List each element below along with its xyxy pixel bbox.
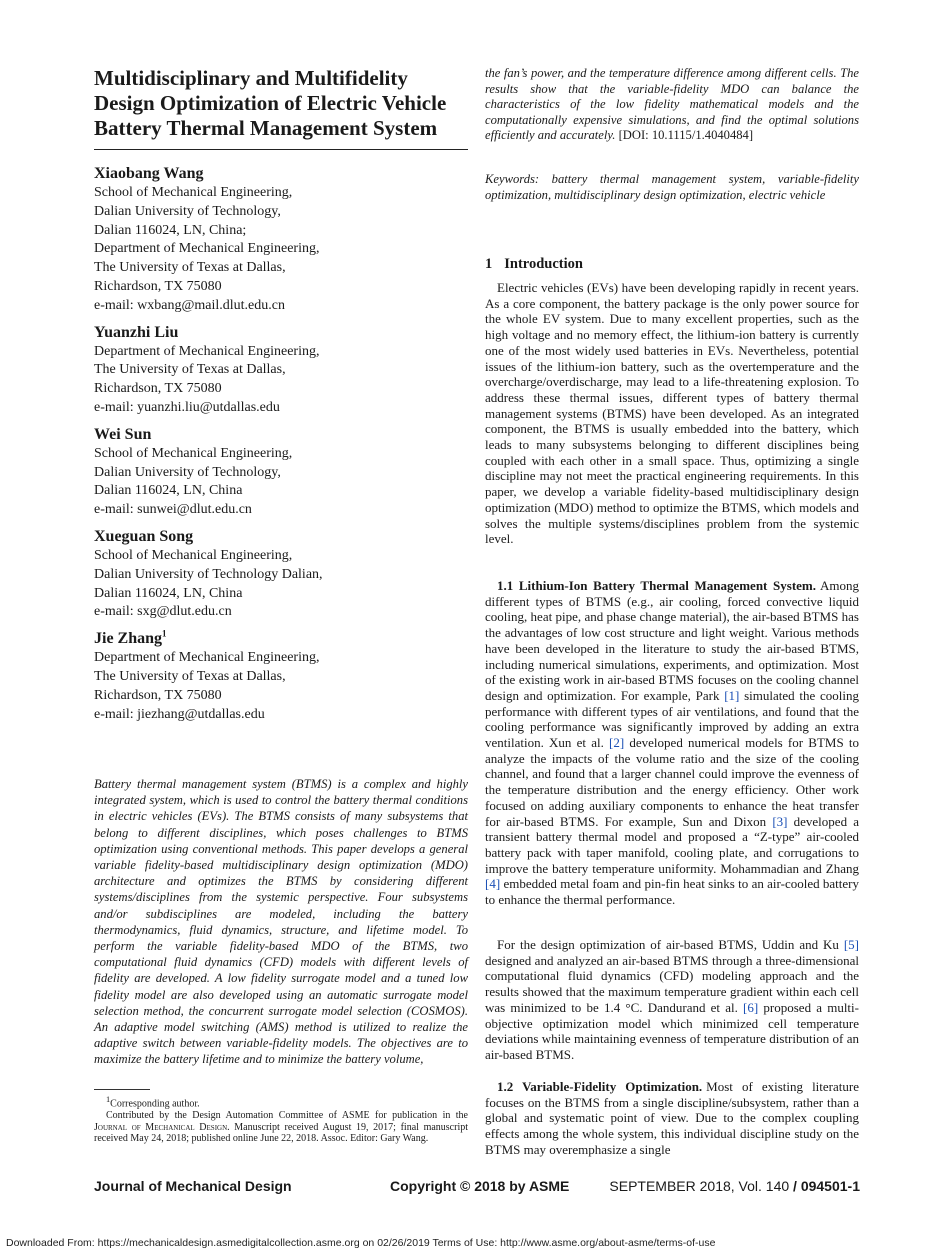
author-list [94, 164, 469, 731]
footer-journal: Journal of Mechanical Design [94, 1178, 292, 1194]
issue-text: SEPTEMBER 2018, Vol. 140 [609, 1178, 790, 1194]
body-text: simulated the cooling performance with different types of air ventilations, and found that the cooling performance was significantly improved by adding an extra ventilation. Xun et al. [485, 687, 860, 751]
author-block [94, 323, 469, 418]
affiliation-line: Dalian University of Technology Dalian, [94, 566, 323, 582]
body-text: Most of existing literature focuses on the BTMS from a single discipline/subsystem, rather than a global and systematic point of view. Due to the complex coupling effects among the whole system, this individual discipline study on the BTMS may overemphasize a single [485, 1079, 859, 1157]
footnote-contributed [94, 1110, 468, 1145]
doi-link[interactable]: [DOI: 10.1115/1.4040484] [618, 128, 754, 143]
subsection-heading: 1.1 Lithium-Ion Battery Thermal Management System. [497, 578, 816, 593]
author-block [94, 164, 469, 316]
journal-name: Journal of Mechanical Design [94, 1121, 228, 1133]
footer-issue [609, 1178, 860, 1194]
author-name: Wei Sun [94, 425, 152, 443]
section-1-2-paragraph [485, 1079, 859, 1158]
footnote-text: . Manuscript received August 19, 2017; final manuscript received May 24, 2018; published online June 22, 2018. Assoc. Editor: Gary Wang. [94, 1121, 468, 1145]
affiliation-line: Dalian 116024, LN, China; [94, 222, 247, 238]
footnote-text: Corresponding author. [110, 1098, 200, 1110]
download-notice: Downloaded From: https://mechanicaldesign.asmedigitalcollection.asme.org on 02/26/2019 Terms of Use: http://www.asme.org/about-asme/terms-of-use [6, 1237, 716, 1249]
body-text: embedded metal foam and pin-fin heat sinks to an air-cooled battery to enhance the thermal performance. [485, 876, 859, 908]
keywords: Keywords: battery thermal management system, variable-fidelity optimization, multidisciplinary design optimization, electric vehicle [485, 172, 859, 202]
intro-paragraph: Electric vehicles (EVs) have been developing rapidly in recent years. As a core component, the battery package is the only power source for the whole EV system. Due to many excellent properties, such as the high voltage and no memory effect, the lithium-ion battery is currently one of the most widely used batteries in EVs. Nevertheless, potential issues of the lithium-ion battery, such as the overtemperature and the overcharge/overdischarge, may lead to a life-threatening explosion. To address these thermal issues, different types of battery thermal management systems (BTMS) have been developed. As an integrated component, the BTMS is usually embedded into the battery, which leads to many subsystems belonging to different disciplines being coupled with each other in a small space. Thus, optimizing a single discipline may not meet the practical engineering requirements. In this paper, we develop a variable fidelity-based multidisciplinary design optimization (MDO) method to optimize the BTMS, which models and solves the multiple systems/disciplines problem from the systemic level. [485, 280, 859, 547]
affiliation-line: Department of Mechanical Engineering, [94, 241, 320, 257]
affiliation-line: The University of Texas at Dallas, [94, 668, 286, 684]
author-name [94, 629, 469, 649]
section-number: 1 [485, 256, 493, 272]
footer-separator: / [789, 1178, 801, 1194]
footnote-corresponding: $^1$Corresponding author. [106, 1095, 200, 1110]
author-name-text: Jie Zhang [94, 630, 163, 648]
subsection-heading: 1.2 Variable-Fidelity Optimization. [497, 1079, 703, 1094]
author-email[interactable]: e-mail: sxg@dlut.edu.cn [94, 604, 232, 620]
author-block [94, 425, 469, 520]
section-1-1-paragraph-2 [485, 937, 859, 1063]
affiliation-line: Department of Mechanical Engineering, [94, 343, 320, 359]
section-1-1-paragraph [485, 578, 859, 908]
affiliation-line: Dalian University of Technology, [94, 203, 281, 219]
affiliation-line: The University of Texas at Dallas, [94, 362, 286, 378]
section-heading-introduction [485, 256, 583, 273]
affiliation-line: School of Mechanical Engineering, [94, 185, 293, 200]
abstract-continued [485, 66, 859, 144]
author-email[interactable]: e-mail: sunwei@dlut.edu.cn [94, 502, 252, 518]
affiliation-line: Dalian 116024, LN, China [94, 483, 243, 499]
affiliation-line: The University of Texas at Dallas, [94, 260, 286, 276]
citation-link[interactable]: [4] [485, 876, 501, 892]
body-text: For the design optimization of air-based BTMS, Uddin and Ku [497, 937, 844, 952]
author-email[interactable]: e-mail: wxbang@mail.dlut.edu.cn [94, 297, 285, 313]
footnote-divider [94, 1089, 150, 1090]
author-name: Xiaobang Wang [94, 165, 204, 182]
affiliation-line: School of Mechanical Engineering, [94, 445, 293, 461]
affiliation-line: Richardson, TX 75080 [94, 278, 222, 294]
affiliation-line: Richardson, TX 75080 [94, 687, 222, 703]
affiliation-line: Dalian 116024, LN, China [94, 585, 243, 601]
citation-link[interactable]: [5] [843, 937, 859, 952]
footnote-text: Contributed by the Design Automation Committee of ASME for publication in the [106, 1109, 468, 1121]
footer-copyright: Copyright © 2018 by ASME [390, 1178, 570, 1194]
author-block [94, 527, 469, 622]
body-text: proposed a multi-objective optimization model which minimized cell temperature deviations while maintaining evenness of temperature distribution of an air-based BTMS. [485, 999, 859, 1062]
author-email[interactable]: e-mail: jiezhang@utdallas.edu [94, 706, 265, 722]
abstract: Battery thermal management system (BTMS) is a complex and highly integrated system, which is used to control the battery thermal conditions in electric vehicles (EVs). The BTMS consists of many subsystems that belong to different disciplines, which poses challenges to BTMS optimization using conventional methods. This paper develops a general variable fidelity-based multidisciplinary design optimization (MDO) architecture and optimizes the BTMS by considering different systems/disciplines from the systemic perspective. Four subsystems and/or subdisciplines are modeled, including the battery thermodynamics, fluid dynamics, structure, and lifetime model. To perform the variable fidelity-based MDO of the BTMS, two computational fluid dynamics (CFD) models with different levels of fidelity are developed. A low fidelity surrogate model and a tuned low fidelity model are also developed using an automatic surrogate model selection method, the concurrent surrogate model selection (COSMOS). An adaptive model switching (AMS) method is utilized to realize the adaptive switch between variable-fidelity models. The objectives are to maximize the battery lifetime and to minimize the battery volume, [94, 777, 468, 1067]
citation-link[interactable]: [6] [743, 999, 759, 1015]
body-text: developed numerical models for BTMS to analyze the impacts of the volume ratio and the size of the cooling channel, and found that a larger channel could improve the evenness of the temperature distribution and the energy efficiency. Other work focused on adding auxiliary components to enhance the heat transfer for air-based BTMS. For example, Sun and Dixon [485, 735, 859, 829]
page-number: 094501-1 [800, 1178, 860, 1194]
affiliation-line: Department of Mechanical Engineering, [94, 650, 320, 666]
citation-link[interactable]: [1] [724, 687, 740, 703]
affiliation-line: Dalian University of Technology, [94, 464, 281, 480]
author-name: Yuanzhi Liu [94, 323, 179, 341]
author-block [94, 629, 469, 724]
affiliation-line: Richardson, TX 75080 [94, 381, 222, 397]
section-title: Introduction [504, 256, 583, 272]
paper-title: Multidisciplinary and Multifidelity Design Optimization of Electric Vehicle Battery Thermal Management System [94, 66, 447, 140]
footnote-marker[interactable]: 1 [162, 628, 167, 639]
affiliation-line: School of Mechanical Engineering, [94, 547, 293, 563]
title-divider [94, 149, 468, 150]
body-text: designed and analyzed an air-based BTMS through a three-dimensional computational fluid dynamics (CFD) modeling approach and the results showed that the maximum temperature gradient within each cell was minimized to be 1.4 °C. Dandurand et al. [485, 952, 859, 1015]
citation-link[interactable]: [3] [772, 813, 788, 829]
body-text: developed a transient battery thermal model and proposed a “Z-type” air-cooled battery pack with taper manifold, cooling plate, and corrugations to improve the battery temperature uniformity. Mohammadian and Zhang [485, 813, 859, 876]
page-footer [94, 1178, 860, 1196]
body-text: Among different types of BTMS (e.g., air cooling, forced convective liquid cooling, heat pipe, and phase change material), the air-based BTMS has the advantages of low cost structure and light weight. Various methods have been developed in the literature to study the air-based BTMS, including numerical simulations, experiments, and optimization. Most of the existing work in air-based BTMS focuses on the cooling channel design and optimization. For example, Park [485, 578, 859, 703]
author-name: Xueguan Song [94, 527, 194, 545]
citation-link[interactable]: [2] [609, 735, 625, 751]
footnotes [94, 1094, 468, 1145]
author-email[interactable]: e-mail: yuanzhi.liu@utdallas.edu [94, 399, 280, 415]
abstract-text: the fan’s power, and the temperature difference among different cells. The results show that the variable-fidelity MDO can balance the characteristics of the low fidelity mathematical models and the computationally expensive simulations, and find the optimal solutions efficiently and accurately. [485, 66, 859, 143]
